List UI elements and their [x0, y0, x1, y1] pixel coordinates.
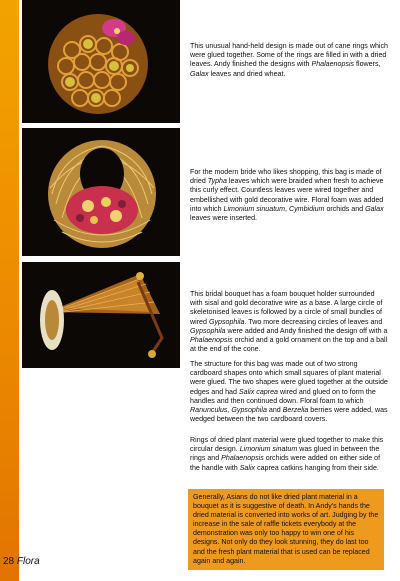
text-run: For the modern bride who likes shopping, this bag is made of dried	[190, 168, 382, 186]
text-run: The structure for this bag was made out of two strong cardboard shapes onto which small squares of plant material were glued. The two shapes were glued together at the outside edges and had	[190, 360, 388, 396]
text-run: caprea catkins hanging from their side.	[255, 463, 379, 472]
text-run: berries were added, was wedged between the two cardboard covers.	[190, 406, 388, 424]
magazine-name: Flora	[16, 556, 40, 567]
italic-run: Berzelia	[282, 406, 309, 415]
text-run: flowers,	[354, 60, 381, 69]
highlight-paragraph: Generally, Asians do not like dried plant material in a bouquet as it is suggestive of death. In Andy's hands the dried material is converted into works of art. Judging by the increase in the sale of raffle tickets everybody at the demonstration was only too happy to win one of his designs. Not only do they look stunning, they do last too and the fresh plant material that is used can be replaced again and again.	[193, 493, 379, 565]
caption-cane-ring-design	[190, 42, 388, 79]
text-run: wired and glued on to form the handles and then continued down. Floral foam to which	[190, 387, 376, 405]
italic-run: Phalaenopsis	[311, 60, 355, 69]
highlight-box	[188, 489, 384, 570]
italic-run: Limonium sinuatum	[223, 204, 286, 213]
text-run: . Two more decreasing circles of leaves and	[244, 317, 383, 326]
text-run: leaves which were braided when fresh to achieve this curly effect. Countless leaves were wired together and embellished with gold decorative wire. Floral foam was added into which	[190, 177, 384, 213]
photo-typha-bag	[22, 128, 180, 256]
text-run: ,	[285, 204, 289, 213]
italic-run: Phalaenopsis	[190, 336, 233, 345]
text-run: orchids were added on either side of the handle with	[190, 454, 381, 472]
text-run: Rings of dried plant material were glued together to make this circular design.	[190, 436, 384, 454]
caption-bridal-bouquet	[190, 290, 388, 354]
italic-run: Gypsophila	[208, 317, 245, 326]
page-footer	[3, 556, 40, 567]
text-run: leaves and dried wheat.	[208, 69, 286, 78]
caption-typha-bag	[190, 168, 388, 223]
italic-run: Galax	[190, 69, 209, 78]
text-run: This unusual hand-held design is made out of cane rings which were glued together. Some of the rings are filled in with a dried leaves. Andy finished the designs with	[190, 42, 388, 69]
bridal-bouquet-image	[22, 262, 180, 368]
italic-run: Cymbidium	[288, 204, 325, 213]
italic-run: Ranunculus, Gypsophila	[190, 406, 267, 415]
text-run: orchids and	[324, 204, 366, 213]
orange-side-bar	[0, 0, 19, 581]
italic-run: Limonium sinatum	[239, 445, 298, 454]
text-run: This bridal bouquet has a foam bouquet holder surrounded with sisal and gold decorative wire as a base. A large circle of skeletonised leaves is followed by a circle of small bundles of wired	[190, 290, 383, 326]
text-run: orchid and a gold ornament on the top and a ball at the end of the cone.	[190, 336, 388, 354]
text-run: was glued in between the rings and	[190, 445, 380, 463]
photo-cane-ring-design	[22, 0, 180, 123]
page-number: 28	[3, 556, 15, 567]
italic-run: Typha	[207, 177, 227, 186]
italic-run: Galax	[365, 204, 384, 213]
text-run: leaves were inserted.	[190, 214, 258, 223]
photo-bridal-bouquet	[22, 262, 180, 368]
italic-run: Salix caprea	[238, 387, 278, 396]
caption-cardboard-bag	[190, 360, 388, 424]
cane-ring-ball-image	[22, 0, 180, 123]
typha-bag-image	[22, 128, 180, 256]
italic-run: Salix	[239, 463, 256, 472]
text-run: were added and Andy finished the design off with a	[225, 326, 388, 335]
caption-circular-design	[190, 436, 388, 473]
italic-run: Phalaenopsis	[221, 454, 264, 463]
text-run: and	[266, 406, 283, 415]
italic-run: Gypsophila	[190, 326, 226, 335]
